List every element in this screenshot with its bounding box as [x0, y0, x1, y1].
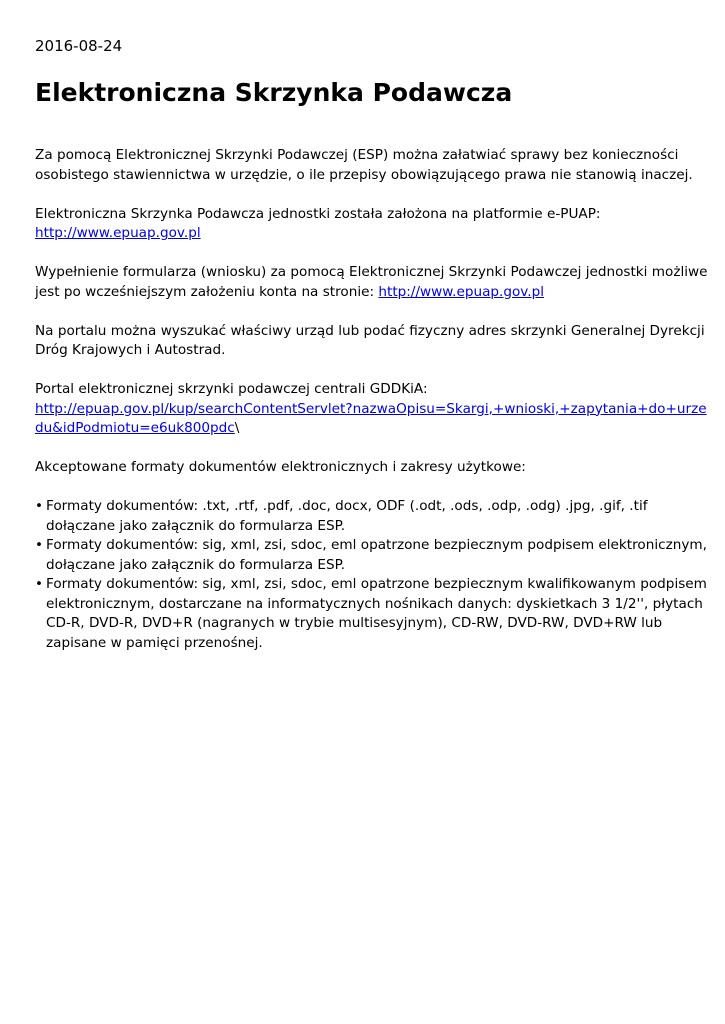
bullet-icon: •	[35, 537, 44, 553]
link-suffix: \	[234, 420, 240, 436]
bullet-icon: •	[35, 576, 44, 592]
intro-line-1: Za pomocą Elektronicznej Skrzynki Podawczej (ESP) można załatwiać sprawy bez konieczności	[35, 147, 679, 163]
account-paragraph	[35, 263, 708, 302]
epuap-link[interactable]: http://www.epuap.gov.pl	[35, 225, 201, 241]
search-paragraph	[35, 322, 705, 361]
list-item-line: CD-R, DVD-R, DVD+R (nagranych w trybie multisesyjnym), CD-RW, DVD-RW, DVD+RW lub	[46, 615, 663, 631]
gddkia-portal-link-line-1[interactable]: http://epuap.gov.pl/kup/searchContentServlet?nazwaOpisu=Skargi,+wnioski,+zapytania+do+urze	[35, 400, 707, 417]
portal-paragraph	[35, 380, 707, 439]
list-item	[35, 536, 707, 575]
formats-list	[35, 497, 707, 653]
search-line-1: Na portalu można wyszukać właściwy urząd lub podać fizyczny adres skrzynki Generalnej Dyrekcji	[35, 322, 705, 339]
epuap-account-link[interactable]: http://www.epuap.gov.pl	[378, 283, 545, 300]
bullet-icon: •	[35, 498, 44, 514]
list-item-line: dołączane jako załącznik do formularza ESP.	[46, 517, 346, 534]
platform-text: Elektroniczna Skrzynka Podawcza jednostki została założona na platformie e-PUAP:	[35, 205, 601, 222]
intro-paragraph	[35, 146, 695, 185]
intro-line-2: osobistego stawiennictwa w urzędzie, o ile przepisy obowiązującego prawa nie stanowią inaczej.	[35, 166, 693, 183]
platform-paragraph	[35, 205, 695, 244]
list-item-line: Formaty dokumentów: sig, xml, zsi, sdoc, eml opatrzone bezpiecznym kwalifikowanym podpisem	[46, 576, 707, 592]
list-item-line: Formaty dokumentów: sig, xml, zsi, sdoc, eml opatrzone bezpiecznym podpisem elektronicznym,	[46, 537, 707, 553]
portal-text: Portal elektronicznej skrzynki podawczej centrali GDDKiA:	[35, 381, 428, 397]
account-line-2: jest po wcześniejszym założeniu konta na stronie:	[35, 283, 379, 300]
list-item-line: zapisane w pamięci przenośnej.	[46, 634, 263, 651]
list-item-line: Formaty dokumentów: .txt, .rtf, .pdf, .doc, docx, ODF (.odt, .ods, .odp, .odg) .jpg, .gif, .tif	[46, 498, 648, 514]
document-date: 2016-08-24	[35, 37, 123, 55]
search-line-2: Dróg Krajowych i Autostrad.	[35, 342, 226, 358]
formats-intro-text: Akceptowane formaty dokumentów elektronicznych i zakresy użytkowe:	[35, 459, 526, 475]
list-item-line: elektronicznym, dostarczane na informatycznych nośnikach danych: dyskietkach 3 1/2'', płytach	[46, 595, 703, 612]
list-item	[35, 575, 707, 653]
formats-intro	[35, 458, 695, 478]
page-title: Elektroniczna Skrzynka Podawcza	[35, 78, 513, 107]
list-item-line: dołączane jako załącznik do formularza ESP.	[46, 556, 346, 573]
gddkia-portal-link-line-2[interactable]: du&idPodmiotu=e6uk800pdc	[35, 420, 235, 436]
account-line-1: Wypełnienie formularza (wniosku) za pomocą Elektronicznej Skrzynki Podawczej jednostki możliwe	[35, 264, 708, 280]
list-item	[35, 497, 695, 536]
document-body	[35, 146, 708, 653]
